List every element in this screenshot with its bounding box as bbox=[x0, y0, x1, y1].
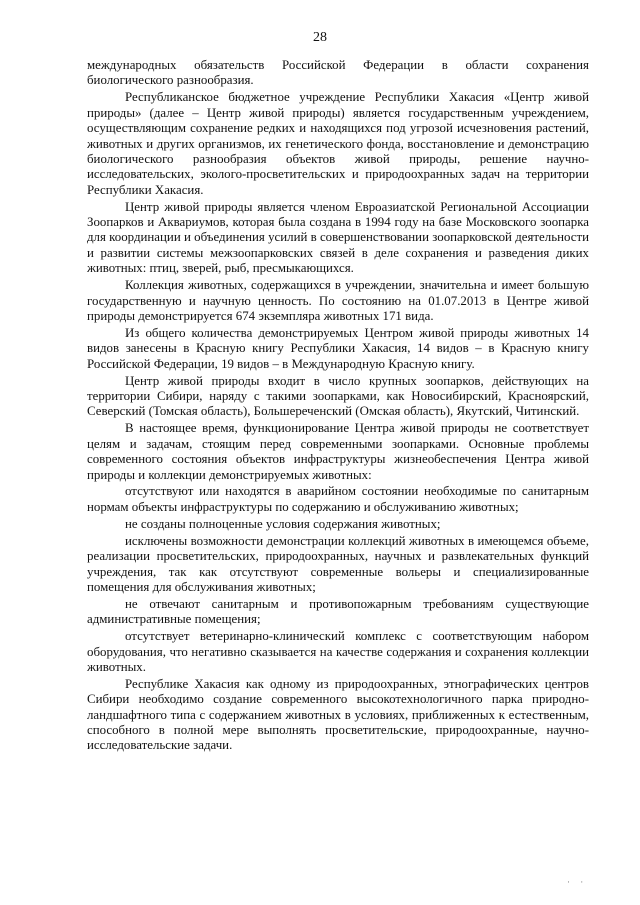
paragraph-park-necessity: Республике Хакасия как одному из природоохранных, этнографических центров Сибири необходимо создание современного высокотехнологичного парка природно-ландшафтного типа с содержанием животных в условиях, приближенных к естественным, способного в полной мере выполнять просветительские, природоохранные, научно-исследовательские задачи. bbox=[87, 676, 589, 753]
problem-item-veterinary: отсутствует ветеринарно-клинический комплекс с соответствующим набором оборудования, что негативно сказывается на качестве содержания и сохранения коллекции животных. bbox=[87, 629, 589, 674]
problem-item-demonstration: исключены возможности демонстрации коллекций животных в имеющемся объеме, реализации просветительских, природоохранных, научных и развлекательных функций учреждения, так как отсутствуют современные вольеры и специализированные помещения для обслуживания животных; bbox=[87, 533, 589, 594]
paragraph-current-problems: В настоящее время, функционирование Центра живой природы не соответствует целям и задачам, стоящим перед современными зоопарками. Основные проблемы современного состояния объектов инфраструктуры жизнеобеспечения Центра живой природы и коллекции демонстрируемых животных: bbox=[87, 421, 589, 482]
problem-item-admin-premises: не отвечают санитарным и противопожарным требованиям существующие административные помещения; bbox=[87, 596, 589, 627]
paragraph-red-book-species: Из общего количества демонстрируемых Центром живой природы животных 14 видов занесены в Красную книгу Республики Хакасия, 14 видов – в Красную книгу Российской Федерации, 19 видов – в Международную Красную книгу. bbox=[87, 325, 589, 371]
paragraph-continuation: международных обязательств Российской Федерации в области сохранения биологического разнообразия. bbox=[87, 58, 589, 88]
paragraph-siberian-zoos: Центр живой природы входит в число крупных зоопарков, действующих на территории Сибири, наряду с такими зоопарками, как Новосибирский, Красноярский, Северский (Томская область), Большереченский (Омская область), Якутский, Читинский. bbox=[87, 373, 589, 419]
document-body bbox=[87, 58, 589, 754]
paragraph-institution-description: Республиканское бюджетное учреждение Республики Хакасия «Центр живой природы» (далее – Центр живой природы) является государственным учреждением, осуществляющим сохранение редких и находящихся под угрозой исчезновения растений, животных и других организмов, их генетического фонда, восстановление и демонстрацию биологического разнообразия объектов живой природы, решение научно-исследовательских, эколого-просветительских и природоохранных задач на территории Республики Хакасия. bbox=[87, 90, 589, 197]
scan-marks: · · bbox=[567, 877, 588, 887]
page-number: 28 bbox=[313, 30, 327, 45]
paragraph-collection-value: Коллекция животных, содержащихся в учреждении, значительна и имеет большую государственную и научную ценность. По состоянию на 01.07.2013 в Центре живой природы демонстрируется 674 экземпляра животных 171 вида. bbox=[87, 278, 589, 323]
paragraph-association-membership: Центр живой природы является членом Евроазиатской Региональной Ассоциации Зоопарков и Аквариумов, которая была создана в 1994 году на базе Московского зоопарка для координации и объединения усилий в совершенствовании зоопарковской деятельности и развитии системы межзоопарковских связей в деле сохранения и разведения диких животных: птиц, зверей, рыб, пресмыкающихся. bbox=[87, 199, 589, 276]
problem-item-infrastructure: отсутствуют или находятся в аварийном состоянии необходимые по санитарным нормам объекты инфраструктуры по содержанию и обслуживанию животных; bbox=[87, 484, 589, 514]
problem-item-conditions: не созданы полноценные условия содержания животных; bbox=[125, 516, 441, 531]
